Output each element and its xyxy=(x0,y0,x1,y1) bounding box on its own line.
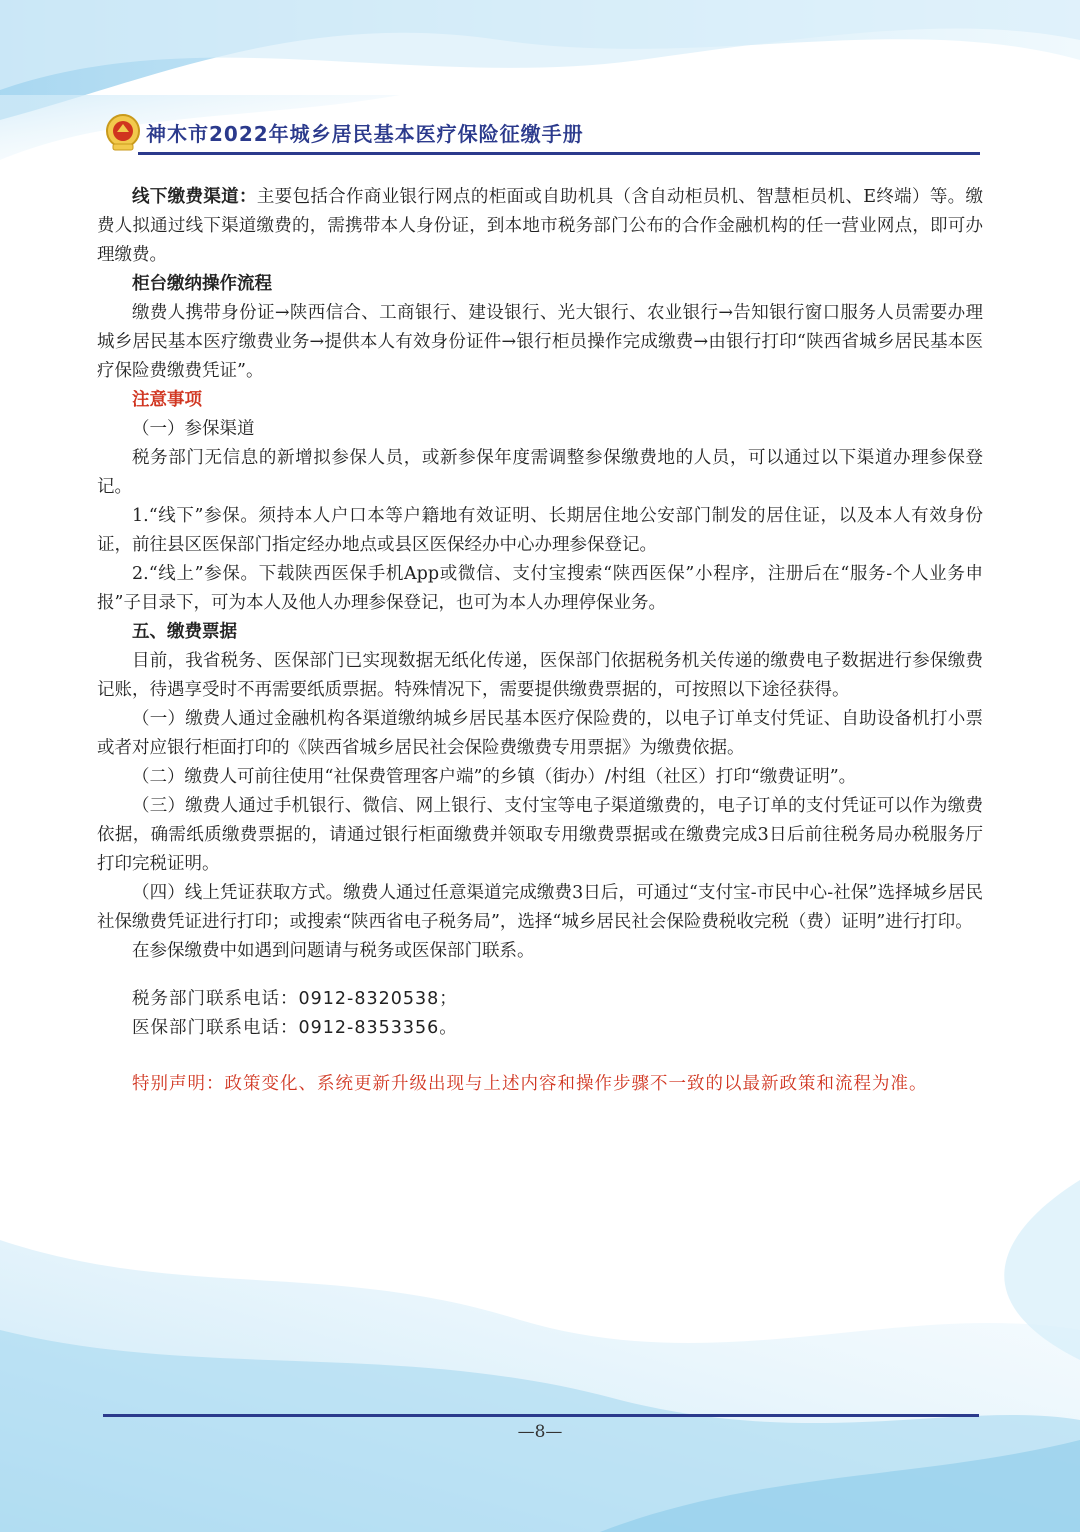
page-header xyxy=(100,110,980,156)
page-title: 神木市2022年城乡居民基本医疗保险征缴手册 xyxy=(146,122,584,146)
document-body xyxy=(97,183,983,1099)
insure-channel-heading: （一）参保渠道 xyxy=(132,419,255,439)
header-divider xyxy=(138,152,980,155)
offline-insure-paragraph: 1.“线下”参保。须持本人户口本等户籍地有效证明、长期居住地公安部门制发的居住证，以及本人有效身份证，前往县区医保部门指定经办地点或县区医保经办中心办理参保登记。 xyxy=(97,506,983,555)
counter-process-text: 缴费人携带身份证→陕西信合、工商银行、建设银行、光大银行、农业银行→告知银行窗口服务人员需要办理城乡居民基本医疗缴费业务→提供本人有效身份证件→银行柜员操作完成缴费→由银行打印“陕西省城乡居民基本医疗保险费缴费凭证”。 xyxy=(97,303,983,381)
receipt-item-2: （二）缴费人可前往使用“社保费管理客户端”的乡镇（街办）/村组（社区）打印“缴费证明”。 xyxy=(132,767,857,787)
spacer xyxy=(97,1043,983,1070)
receipt-heading: 五、缴费票据 xyxy=(132,622,237,642)
footer-divider xyxy=(103,1414,979,1417)
special-notice: 特别声明：政策变化、系统更新升级出现与上述内容和操作步骤不一致的以最新政策和流程为准。 xyxy=(132,1074,928,1094)
counter-process-heading: 柜台缴纳操作流程 xyxy=(132,274,272,294)
tax-phone: 税务部门联系电话：0912-8320538； xyxy=(132,989,458,1009)
receipt-item-3: （三）缴费人通过手机银行、微信、网上银行、支付宝等电子渠道缴费的，电子订单的支付凭证可以作为缴费依据，确需纸质缴费票据的，请通过银行柜面缴费并领取专用缴费票据或在缴费完成3日后前往税务局办税服务厅打印完税证明。 xyxy=(97,796,983,874)
medical-phone: 医保部门联系电话：0912-8353356。 xyxy=(132,1018,458,1038)
online-insure-paragraph: 2.“线上”参保。下载陕西医保手机App或微信、支付宝搜索“陕西医保”小程序，注册后在“服务-个人业务申报”子目录下，可为本人及他人办理参保登记，也可为本人办理停保业务。 xyxy=(97,564,983,613)
tax-emblem-icon xyxy=(104,112,142,152)
insure-channel-text: 税务部门无信息的新增拟参保人员，或新参保年度需调整参保缴费地的人员，可以通过以下渠道办理参保登记。 xyxy=(97,448,983,497)
receipt-item-1: （一）缴费人通过金融机构各渠道缴纳城乡居民基本医疗保险费的，以电子订单支付凭证、自助设备机打小票或者对应银行柜面打印的《陕西省城乡居民社会保险费缴费专用票据》为缴费依据。 xyxy=(97,709,983,758)
offline-channel-paragraph xyxy=(97,183,983,270)
receipt-item-4: （四）线上凭证获取方式。缴费人通过任意渠道完成缴费3日后，可通过“支付宝-市民中心-社保”选择城乡居民社保缴费凭证进行打印；或搜索“陕西省电子税务局”，选择“城乡居民社会保险费税收完税（费）证明”进行打印。 xyxy=(97,883,983,932)
spacer xyxy=(97,966,983,985)
contact-intro: 在参保缴费中如遇到问题请与税务或医保部门联系。 xyxy=(132,941,535,961)
receipt-intro: 目前，我省税务、医保部门已实现数据无纸化传递，医保部门依据税务机关传递的缴费电子数据进行参保缴费记账，待遇享受时不再需要纸质票据。特殊情况下，需要提供缴费票据的，可按照以下途径获得。 xyxy=(97,651,983,700)
offline-channel-text: 主要包括合作商业银行网点的柜面或自助机具（含自动柜员机、智慧柜员机、E终端）等。缴费人拟通过线下渠道缴费的，需携带本人身份证，到本地市税务部门公布的合作金融机构的任一营业网点，即可办理缴费。 xyxy=(97,187,983,265)
notes-heading: 注意事项 xyxy=(132,390,202,410)
page-number: —8— xyxy=(517,1422,563,1442)
offline-channel-label: 线下缴费渠道： xyxy=(132,187,257,207)
